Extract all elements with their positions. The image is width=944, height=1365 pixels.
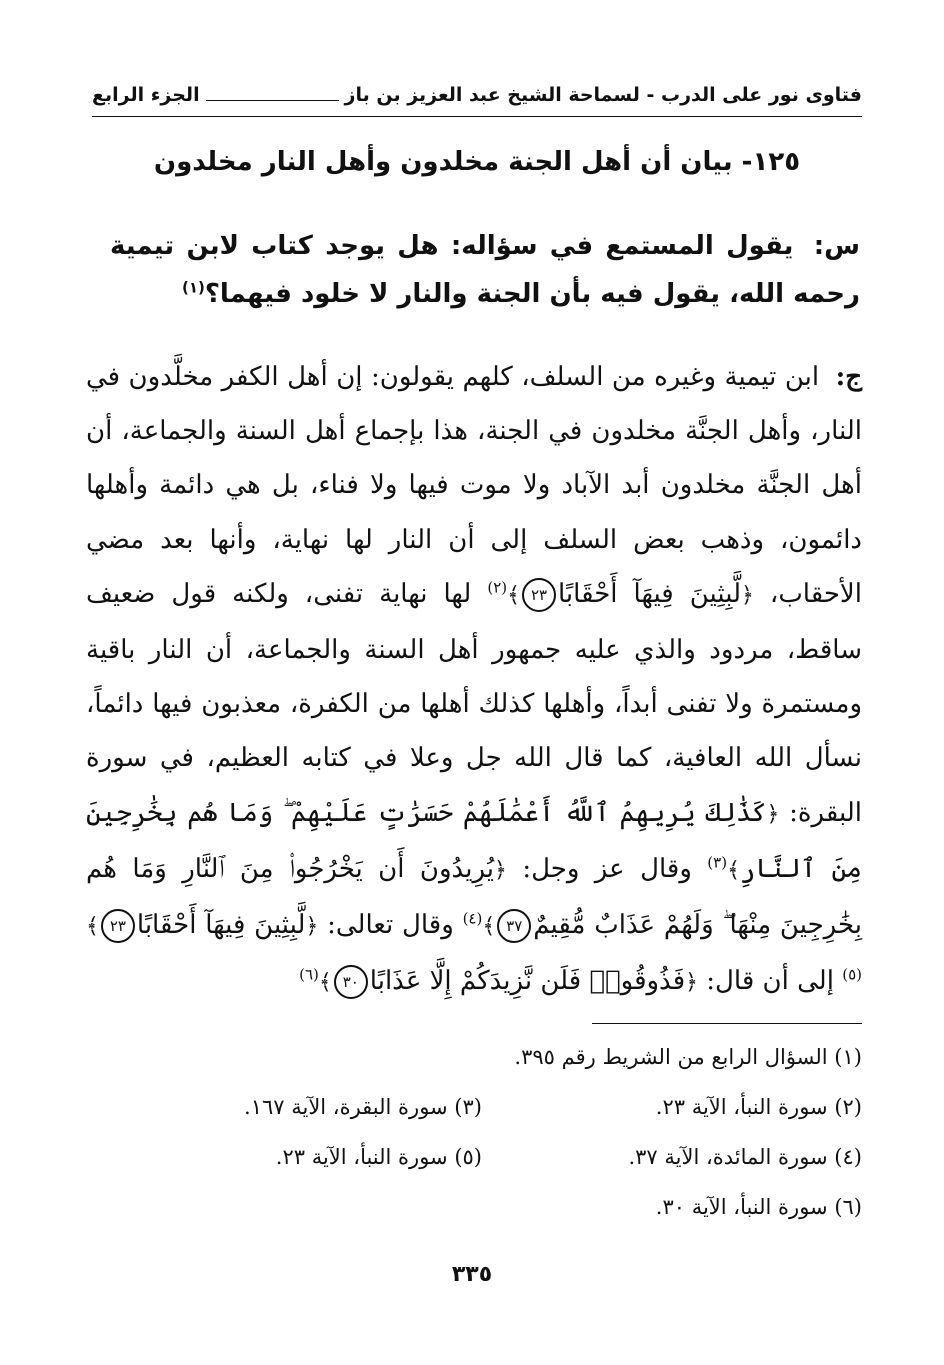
quran-verse-1 [507,579,754,609]
footnote-divider [592,1023,862,1024]
ayah-number-icon: ٢٣ [101,909,135,943]
footnote-ref-1: (١) [181,278,205,297]
running-head-rule [206,99,339,101]
question-marker: س: [813,231,860,261]
footnote-ref-6: (٦) [299,965,319,984]
question-text: يقول المستمع في سؤاله: هل يوجد كتاب لابن تيمية رحمه الله، يقول فيه بأن الجنة والنار لا خلود فيهما؟ [110,231,860,309]
footnote-row [100,1182,862,1232]
ayah-number-icon: ٣٧ [497,909,531,943]
answer-block [86,350,862,1010]
verse-text: كَذَٰلِكَ يُرِيهِمُ ٱللَّهُ أَعْمَٰلَهُمْ حَسَرَٰتٍ عَلَيْهِمْ ۖ وَمَا هُم بِخَٰرِجِينَ مِنَ ٱلنَّارِ [86,797,862,884]
verse-text: فَذُوقُوا۟ فَلَن نَّزِيدَكُمْ إِلَّا عَذَابًا [369,966,686,997]
footnotes [100,1032,862,1232]
footnote-ref-4: (٤) [462,909,483,928]
footnote-row [100,1032,862,1082]
brace-open-icon: ﴿ [305,914,319,940]
footnote-5: (٥) سورة النبأ، الآية ٢٣. [275,1145,482,1169]
verse-text: لَّبِثِينَ فِيهَآ أَحْقَابًا [136,910,306,941]
ayah-number-icon: ٣٠ [334,965,368,999]
brace-open-icon: ﴿ [766,801,780,827]
brace-close-icon: ﴾ [482,914,496,940]
answer-text-3: وقال عز وجل: [522,853,692,884]
footnote-1: (١) السؤال الرابع من الشريط رقم ٣٩٥. [514,1045,862,1069]
quran-verse-5 [319,966,698,996]
ayah-number-icon: ٢٣ [522,578,556,612]
answer-text-1: ابن تيمية وغيره من السلف، كلهم يقولون: إن أهل الكفر مخلَّدون في النار، وأهل الجنَّة مخلدون في الجنة، هذا بإجماع أهل السنة والجماعة، أن أهل الجنَّة مخلدون أبد الآباد ولا موت فيها ولا فناء، بل هي دائمة وأهلها دائمون، وذهب بعض السلف إلى أن النار لها نهاية، وأنها بعد مضي الأحقاب، [86,362,862,609]
verse-text: لَّبِثِينَ فِيهَآ أَحْقَابًا [558,578,741,609]
brace-close-icon: ﴾ [507,582,520,608]
verse-text: يُرِيدُونَ أَن يَخْرُجُوا۟ مِنَ ٱلنَّارِ وَمَا هُم بِخَٰرِجِينَ مِنْهَا ۖ وَلَهُمْ عَذَابٌ مُّقِيمٌ [86,853,863,941]
answer-text-2: لها نهاية تفنى، ولكنه قول ضعيف ساقط، مردود والذي عليه جمهور أهل السنة والجماعة، أن النار باقية ومستمرة ولا تفنى أبداً، وأهلها كذلك أهلها من الكفرة، معذبون فيها دائماً، نسأل الله العافية، كما قال الله جل وعلا في كتابه العظيم، في سورة البقرة: [86,578,863,828]
brace-close-icon: ﴾ [318,970,332,996]
quran-verse-4 [86,910,318,940]
brace-close-icon: ﴾ [86,914,99,940]
footnote-ref-3: (٣) [707,853,728,872]
footnote-2: (٢) سورة النبأ، الآية ٢٣. [655,1095,862,1119]
brace-close-icon: ﴾ [727,857,740,883]
footnote-4: (٤) سورة المائدة، الآية ٣٧. [628,1145,862,1169]
footnote-row [100,1082,862,1132]
brace-open-icon: ﴿ [741,582,754,608]
footnote-ref-5: (٥) [842,965,862,984]
answer-marker: ج: [835,362,862,392]
footnote-6: (٦) سورة النبأ، الآية ٣٠. [655,1195,862,1219]
running-head-volume: الجزء الرابع [92,84,200,106]
running-head [92,84,862,117]
footnote-row [100,1132,862,1182]
question-block [110,222,860,318]
answer-text-4: وقال تعالى: [327,910,454,941]
brace-open-icon: ﴿ [494,857,507,883]
answer-text-5: إلى أن قال: [706,966,834,997]
footnote-3: (٣) سورة البقرة، الآية ١٦٧. [244,1095,482,1119]
chapter-title: ١٢٥- بيان أن أهل الجنة مخلدون وأهل النار مخلدون [153,147,801,177]
brace-open-icon: ﴿ [685,970,699,996]
running-head-book-title: فتاوى نور على الدرب - لسماحة الشيخ عبد العزيز بن باز [344,84,862,106]
footnote-ref-2: (٢) [487,578,508,597]
page-number: ٣٣٥ [451,1262,493,1287]
